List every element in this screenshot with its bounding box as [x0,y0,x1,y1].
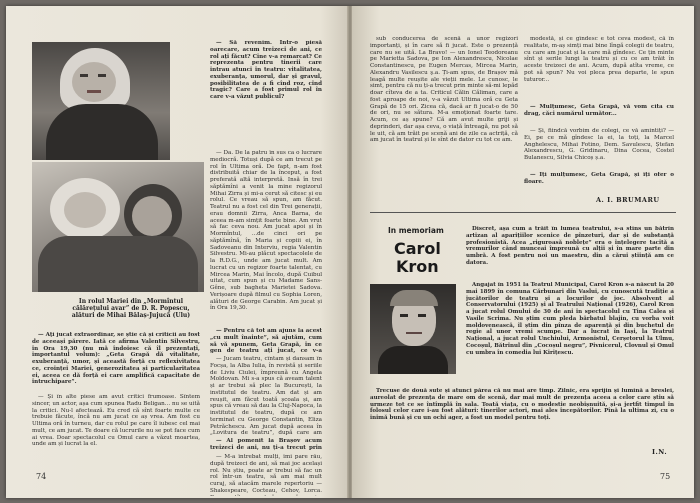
right-colleagues-column [524,128,674,170]
left-top-right-column [210,40,322,148]
photo-caption: In rolul Mariei din „Mormîntul călărețului avar” de D. R. Popescu, alături de Mihai Bălaș-Jujucă (Ulu) [71,298,191,320]
interview-continuation-2: modestă, și ce gîndesc e tot ceva modest, că în realitate, m-aș simți mai bine lîngă colegii de teatru, cu care am jucat și la care mă gîndesc. Ce țin minte sînt și serile lungi la teatru și cu ce am trăit în aceste treizeci de ani. Acum, după atîta vreme, ce pot să spun? Nu voi pleca prea departe, le spun tuturor... [524,36,674,83]
intro-question: — Să revenim. Intr-o piesă oarecare, acum treizeci de ani, ce rol ați făcut? Cine v-a remarcat? Ce reprezenta pentru tinerii care intrau atunci în teatru: vitalitatea, exuberanța, umorul, dar și gravul, posibilitatea de a fi cînd roz, cînd tragic? Care a fost primul rol în care v-a văzut publicul? [210,40,322,100]
page-number-left: 74 [36,472,47,481]
left-q2-column [210,328,322,354]
question-3: — Al pomenit la Brașov acum treizeci de ani, nu ți-a trecut prin [210,438,322,451]
left-low-right-column [210,356,322,436]
in-memoriam-label: In memoriam [388,226,444,235]
memoriam-body-2-text: Trecuse de două sute și atunci părea că nu mai are timp. Zilnic, era sprijin și lumină a breslei, aureolat de prezența de mare om de scenă, dar mai mult de prezența aceea a celor care știu să urmeze tot ce se întîmplă în sala. Toată viața, cu o modestie neobișnuită, și-a jertfit timpul în folosul celor care i-au fost alături: tinerilor actori, mai ales începătorilor. Pînă la ultima zi, cu o inimă bună și cu un ochi ager, a fost un model pentru toți. [370,388,674,421]
left-bottom-left-column-a [32,394,200,464]
right-thanks-column [524,104,674,126]
section-divider [370,212,676,213]
right-page [352,6,694,498]
actress-photo-top [32,42,170,160]
answer-3: — M-a întrebat mulți, îmi pare rău, după treizeci de ani, să mai joc același rol. Nu știu, poate ar trebui să fac un rol într-un teatru, să am mai mult curaj, să atacăm marele repertoriu — Shakespeare, Cocteau, Cehov, Lorca. [210,454,322,494]
memoriam-intro-text: Discret, așa cum a trăit în lumea teatrului, s-a stins un bătrîn artizan al aparițiilor scenice de pînzeturi, dar și de substanță profesionistă. Acea „riguroasă noblețe” era o înțelegere tacită a vremurilor când munceai împreună cu alții și în mare parte din umbră. A fost pentru noi un maestru, din a cărui știință am ce datora. [466,226,674,266]
right-top-right-column [524,36,674,102]
critics-question: — Aţi jucat extraordinar, se știe că și criticii au fost de aceeași părere. Iată ce afirma Valentin Silvestru, în Ora 19,30 (nu mă îndoiesc că îl prezentați, importantul volum): „Geta Grapă dă vitalitate, exuberanță, umor, și această forță cu reflexivitatea ce, croinței Mariei, generozitatea și particularitatea ei, aceea ce dă forță ei care amplifică capacitate de întruchipare”. [32,332,200,386]
memoriam-last-name: Kron [396,257,439,276]
left-q3-column [210,438,322,452]
answer-text: — Da. De la patru în sus ca o lucrare mediocră. Totuși după ce am trecut pe rol în Ultima oră. De fapt, n-am fost distribuită chiar de la început, a fost preferată altă interpretă. Insă în trei săptămîni a venit la mine regizorul Mihai Zirra și mi-a cerut să citesc și eu rolul. Ce vreau să spun, am făcut. Teatrul nu a fost cel din Trei generații, erau domnii Zirra, Anca Barna, de aceea m-am simțit foarte bine. Am vrut să fac ceva nou. Am jucat apoi și în Mormîntul, ...de cinci ori pe săptămînă, în Maria și copiii ei, în Sadoveanu din Interviu, regia Valentin Silvestru. Mi-au plăcut spectacolele de la R.D.G., unde am jucat mult. Am lucrat cu un regizor foarte talentat, cu Mircea Marin, Mai încolo, după Cuibul uitat, cum spun și cu Madame Sans-Gêne, sub bagheta Marietei Sadova. Verișoare după filmul cu Sophia Loren, alături de George Carabin. Am jucat și în Ora 19,30. [210,150,322,312]
colleagues-text: — Și, fiindcă vorbim de colegi, ce vă amintiți? — Ei, pe ce mă gîndesc la ei, la toți, la Marcel Anghelescu, Mihai Fotino, Dem. Savulescu, Ștefan Alexandrescu, G. Gridinaru, Dina Cocea, Costel Bulanescu, Silvia Chicoș ș.a. [524,128,674,161]
left-last-column [210,454,322,496]
author-signature: A. I. BRUMARU [596,196,660,204]
question-2: — Pentru că tot am ajuns la acest „cu mult înainte”, să ajutăm, cum să vă spunem, Geta Grapă, în ce gen de teatru ați jucat, ce v-a [210,328,322,354]
left-page [6,6,348,498]
memoriam-body-1 [466,282,674,384]
magazine-spread [6,6,694,498]
answer-2: — Jucam teatru, cîntam și dansam în Focșa, la Alba Iulia, în revistă și seriile de Liviu Ciulei, împreună cu Angela Moldovan. Mi s-a spus că aveam talent și ar trebui să plec la București, la institutul de teatru. Am dat și am reușit, am făcut toată școala și, am spus că vreau să dau la Cluj-Napoca, la institutul de teatru, după ce am terminat cu George Constantin, Eliza Petrăchescu. Am jucat după aceea în „Lovitura de teatru”, după care am [210,356,322,436]
page-number-right: 75 [660,472,671,481]
actress-photo-scene [32,162,204,292]
memoriam-body-2 [370,388,674,444]
interview-continuation: sub conducerea de scenă a unor regizori importanți, și în care să fi jucat. Este o prezență care nu se uită. La Bravo! — un Ionel Teodoreanu pe Marietta Sadova, pe Ion Alexandrescu, Nicolae Constantinescu, pe Eugen Mercas, Mircea Marin, Alexandru Vasilescu ş.a. Ți-am spus, de Brașov mă leagă multe reușite ale vieții mele. Le cunosc, le simt, pentru că nu ți-a trecut prin minte să-mi lepăd doar cîteva de a ta. Criticul Călin Căliman, care a fost aproape de noi, v-a văzut Ultima oră cu Geta Grapă de 15 ori. Zicea că, dacă ar fi jucat-o de 50 de ori, nu se sătura. M-a emoționat foarte tare. Acum, ce aș spune? Că am avut multe griji și deprinderi, dar așa ceva, o viață întreagă, nu pot să le uit, că am trăit pe scenă ani de zile ca actriță, că am jucat în teatrul și le sînt de dator cu tot ce am. [370,36,518,144]
memoriam-initials: I.N. [652,448,668,456]
memoriam-first-name: Carol [394,239,441,258]
critics-answer: — Și în alte piese am avut critici frumoase. Sîntem sincer, un actor, așa cum spunea Radu Beligan... nu se uită la critici. Nu-l afectează. Eu cred că sînt foarte multe ce trebuie făcute, încă nu am jucat ce aș vrea. Am fost cu Ultima oră în turneu, dar cu rolul pe care îl iubesc cel mai mult, ce am jucat. Te doare că lucrurile nu se pot face cum ai vrea. Doar spectacolul cu Omul care a văzut moartea, unde am și lucrat la el. [32,394,200,448]
memoriam-intro [466,226,674,280]
thanks-line: — Mulțumesc, Geta Grapă, vă vom cita cu drag, căci numărul următor... [524,104,674,117]
right-top-left-column [370,36,518,212]
final-thanks: — Iți mulțumesc, Geta Grapă, și îți ofer o floare. [524,172,674,185]
right-final-column [524,172,674,188]
memoriam-body-1-text: Angajat în 1951 la Teatrul Municipal, Carol Kron s-a născut la 20 mai 1899 în comuna Cărbunari din Vaslui, cu cunoscută tradiție a jucătorilor de teatru și a locurilor de joc. Absolvent al Conservatorului (1925) și al Teatrului Național (1926), Carol Kron a jucat rolul Omului de 30 de ani în spectacolul cu Tina Calea și Vasile Scrima. Nu știm cum pleda bărbatul blajin, cu vorba voit moldovenească, îl știm din pînza de aparență și din buchetul de regie al unor vremi scumpe. Dar a lucrat în Iași, la Teatrul Național, a jucat rolul Unchiului, Armonistul, Cerșetorul la Ulmu, Cocoșul, Bătrînul din „Cocoșul negru”, Pivnicerul, Clovnul și Omul cu umbra în comedia lui Kirițescu. [466,282,674,356]
left-mid-right-column [210,150,322,326]
carol-kron-portrait [370,284,456,374]
left-bottom-left-column-q [32,332,200,392]
